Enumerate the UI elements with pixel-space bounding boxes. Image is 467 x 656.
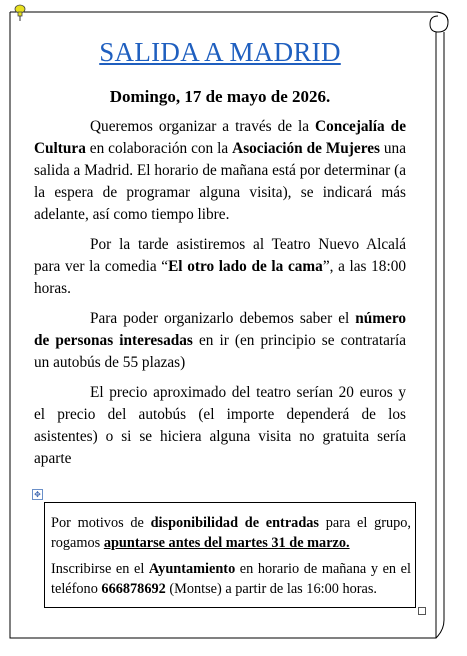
bold-underline-run: apuntarse antes del martes 31 de marzo. [103,535,350,551]
pushpin-icon [13,4,27,22]
paragraph-intro [34,116,406,226]
document-content [34,36,406,470]
paragraph-theatre [34,234,406,300]
bold-run: 666878692 [101,581,166,597]
bold-run: disponibilidad de entradas [150,515,319,531]
page-title: SALIDA A MADRID [99,37,341,67]
text-run: ”, a las 18:00 horas. [34,258,407,297]
text-run: una salida a Madrid. El horario de mañana está por determinar (a la espera de programar alguna visita), se indicará más adelante, así como tiempo libre. [34,140,406,223]
bold-run: Concejalía de Cultura [34,118,406,157]
bold-run: El otro lado de la cama [168,258,323,275]
text-run: en colaboración con la [85,140,233,157]
bold-run: número de personas interesadas [34,310,406,349]
event-date: Domingo, 17 de mayo de 2026. [109,87,331,106]
table-move-handle-icon[interactable]: ✥ [32,489,43,500]
text-run: en horario de mañana y en el teléfono [51,561,411,597]
paragraph-people [34,308,406,374]
bold-run: Asociación de Mujeres [232,140,380,157]
paragraph-price: El precio aproximado del teatro serían 20 euros y el precio del autobús (el importe dependerá de los asistentes) o si se hiciera alguna visita no gratuita sería aparte [34,384,406,467]
bold-run: Ayuntamiento [148,561,236,577]
box-line-deadline [51,513,411,553]
box-line-contact [51,559,411,599]
text-run: Queremos organizar a través de la [90,118,316,135]
text-run: en ir (en principio se contrataría un autobús de 55 plazas) [34,332,406,371]
text-run: Por la tarde asistiremos al Teatro Nuevo Alcalá para ver la comedia “ [34,236,406,275]
info-box [44,502,416,608]
text-run: (Montse) a partir de las 16:00 horas. [165,581,377,597]
table-resize-handle[interactable] [418,607,426,615]
text-run: Para poder organizarlo debemos saber el [90,310,356,327]
text-run: Inscribirse en el [51,561,149,577]
text-run: para el grupo, rogamos [51,515,411,551]
text-run: Por motivos de [51,515,151,531]
